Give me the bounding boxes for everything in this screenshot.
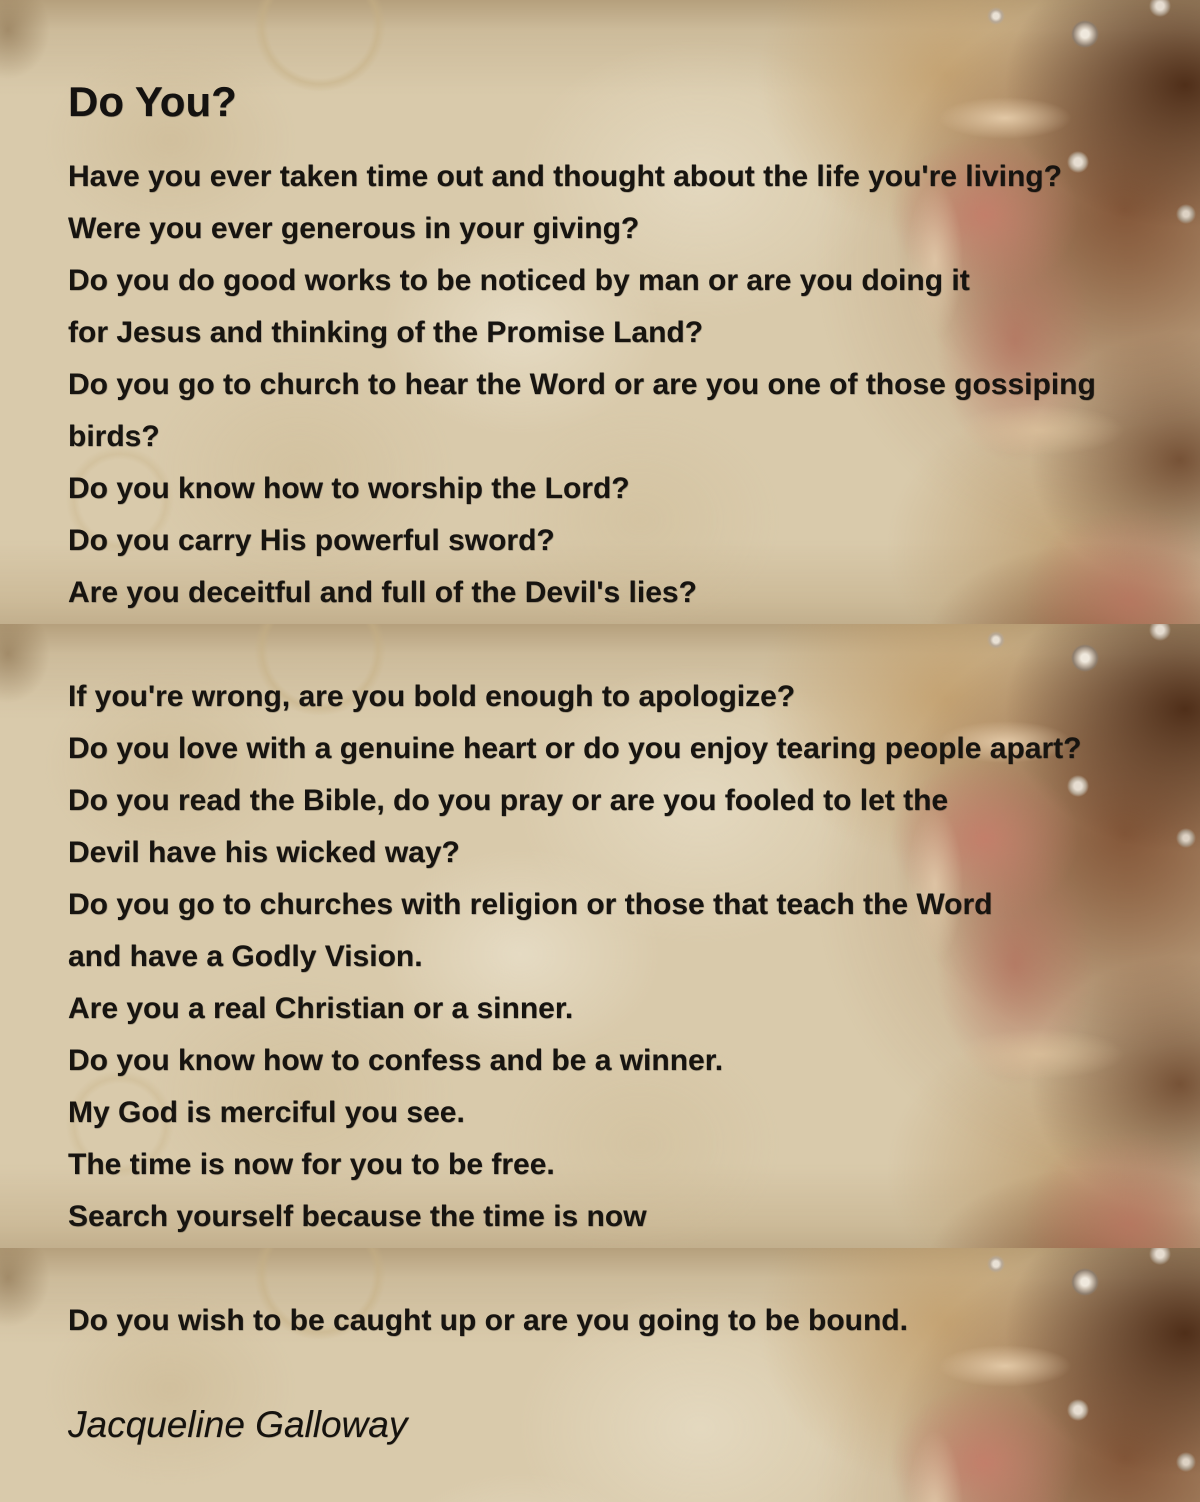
poem-line: Devil have his wicked way?	[68, 836, 460, 869]
poem-body	[68, 151, 1096, 1451]
poem-line: Do you know how to worship the Lord?	[68, 472, 630, 505]
poem-line: for Jesus and thinking of the Promise Land?	[68, 316, 704, 349]
poem-line: Do you go to church to hear the Word or are you one of those gossiping	[68, 368, 1096, 401]
poem-line: The time is now for you to be free.	[68, 1148, 555, 1181]
poem-line: If you're wrong, are you bold enough to apologize?	[68, 680, 796, 713]
poem-line: Have you ever taken time out and thought about the life you're living?	[68, 160, 1062, 193]
poem-line: Do you wish to be caught up or are you going to be bound.	[68, 1304, 908, 1337]
poem-line: Do you know how to confess and be a winner.	[68, 1044, 724, 1077]
poem-line: and have a Godly Vision.	[68, 940, 423, 973]
poem-line: Do you read the Bible, do you pray or are you fooled to let the	[68, 784, 949, 817]
poem-stanza-1	[68, 151, 1096, 619]
poem-line: birds?	[68, 420, 160, 453]
poem-line: My God is merciful you see.	[68, 1096, 465, 1129]
poem-line: Are you a real Christian or a sinner.	[68, 992, 574, 1025]
poem-line: Are you deceitful and full of the Devil's lies?	[68, 576, 697, 609]
poem-line: Do you love with a genuine heart or do you enjoy tearing people apart?	[68, 732, 1082, 765]
poem-line: Do you go to churches with religion or those that teach the Word	[68, 888, 993, 921]
poem-author: Jacqueline Galloway	[68, 1404, 408, 1445]
poem-stanza-2	[68, 671, 1096, 1243]
poem-line: Search yourself because the time is now	[68, 1200, 647, 1233]
poem-title: Do You?	[68, 78, 237, 126]
poem-line: Do you do good works to be noticed by man or are you doing it	[68, 264, 970, 297]
poem-line: Were you ever generous in your giving?	[68, 212, 640, 245]
poem-stanza-3	[68, 1295, 1096, 1347]
poem-line: Do you carry His powerful sword?	[68, 524, 555, 557]
